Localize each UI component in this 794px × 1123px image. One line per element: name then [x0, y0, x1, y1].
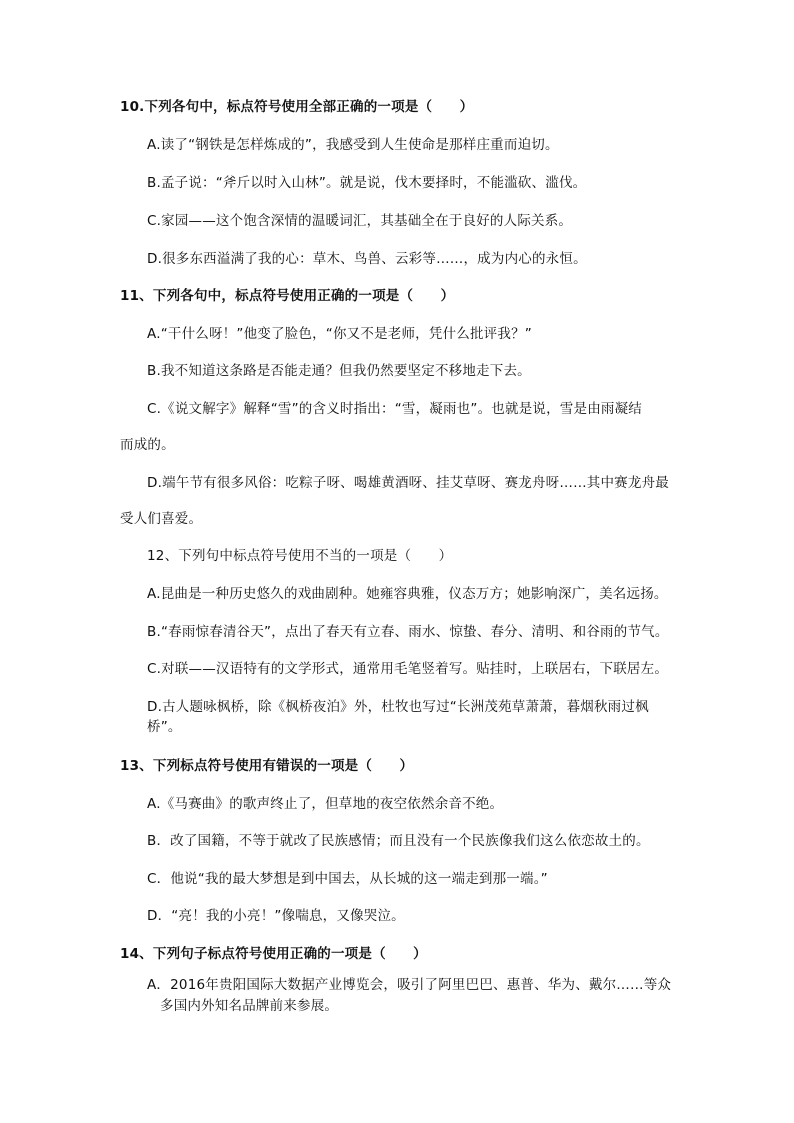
question-11-option-a: A.“干什么呀！”他变了脸色，“你又不是老师，凭什么批评我？”	[147, 326, 532, 342]
question-10-option-d: D.很多东西溢满了我的心：草木、鸟兽、云彩等……，成为内心的永恒。	[147, 251, 587, 267]
question-12-option-d-cont: 桥”。	[147, 719, 182, 735]
question-13-option-b: B．改了国籍，不等于就改了民族感情；而且没有一个民族像我们这么依恋故土的。	[147, 833, 650, 849]
question-11-option-b: B.我不知道这条路是否能走通？但我仍然要坚定不移地走下去。	[147, 363, 531, 379]
question-12-option-a: A.昆曲是一种历史悠久的戏曲剧种。她雍容典雅，仪态万方；她影响深广，美名远扬。	[147, 586, 668, 602]
question-10-stem: 10.下列各句中，标点符号使用全部正确的一项是（ ）	[120, 99, 474, 115]
question-14-option-a-cont: 多国内外知名品牌前来参展。	[160, 998, 339, 1014]
question-13-option-d: D．“亮！我的小亮！”像喘息，又像哭泣。	[147, 908, 405, 924]
question-14-option-a: A．2016年贵阳国际大数据产业博览会，吸引了阿里巴巴、惠普、华为、戴尔……等众	[147, 977, 672, 993]
question-12-option-c: C.对联——汉语特有的文学形式，通常用毛笔竖着写。贴挂时，上联居右，下联居左。	[147, 661, 669, 677]
question-10-option-b: B.孟子说：“斧斤以时入山林”。就是说，伐木要择时，不能滥砍、滥伐。	[147, 175, 587, 191]
question-12-stem: 12、下列句中标点符号使用不当的一项是（ ）	[147, 548, 453, 564]
question-13-option-a: A.《马赛曲》的歌声终止了，但草地的夜空依然余音不绝。	[147, 796, 504, 812]
question-10-option-c: C.家园——这个饱含深情的温暖词汇，其基础全在于良好的人际关系。	[147, 213, 573, 229]
question-12-option-b: B.“春雨惊春清谷天”，点出了春天有立春、雨水、惊蛰、春分、清明、和谷雨的节气。	[147, 624, 669, 640]
question-10-option-a: A.读了“钢铁是怎样炼成的”，我感受到人生使命是那样庄重而迫切。	[147, 137, 559, 153]
question-11-option-c-cont: 而成的。	[120, 437, 175, 453]
question-11-option-d: D.端午节有很多风俗：吃粽子呀、喝雄黄酒呀、挂艾草呀、赛龙舟呀……其中赛龙舟最	[147, 475, 669, 491]
question-13-option-c: C．他说“我的最大梦想是到中国去，从长城的这一端走到那一端。”	[147, 871, 548, 887]
question-11-stem: 11、下列各句中，标点符号使用正确的一项是（ ）	[120, 288, 455, 304]
question-11-option-c: C.《说文解字》解释“雪”的含义时指出：“雪，凝雨也”。也就是说，雪是由雨凝结	[147, 401, 642, 417]
question-13-stem: 13、下列标点符号使用有错误的一项是（ ）	[120, 758, 414, 774]
question-11-option-d-cont: 受人们喜爱。	[120, 511, 203, 527]
question-12-option-d: D.古人题咏枫桥，除《枫桥夜泊》外，杜牧也写过“长洲茂苑草萧萧，暮烟秋雨过枫	[147, 699, 649, 715]
question-14-stem: 14、下列句子标点符号使用正确的一项是（ ）	[120, 946, 427, 962]
